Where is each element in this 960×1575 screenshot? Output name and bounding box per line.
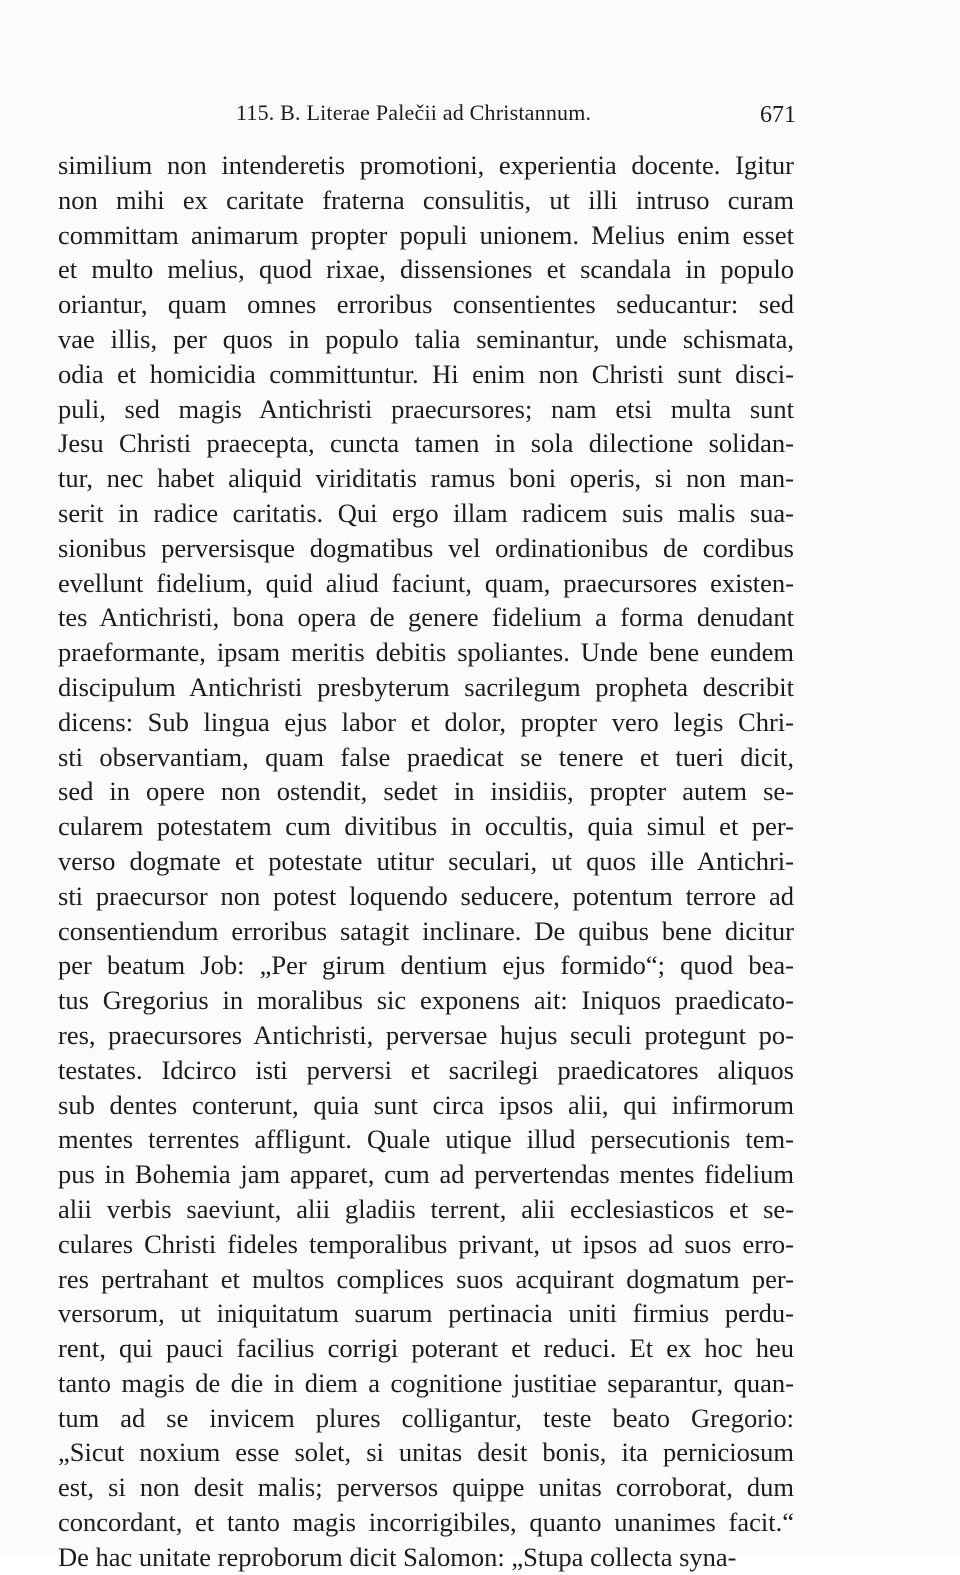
text-line: committam animarum propter populi unionem. Melius enim esset <box>58 219 794 250</box>
text-line: est, si non desit malis; perversos quippe unitas corroborat, dum <box>58 1472 794 1503</box>
text-line: dicens: Sub lingua ejus labor et dolor, propter vero legis Chri- <box>58 706 794 737</box>
text-line: res pertrahant et multos complices suos acquirant dogmatum per- <box>58 1263 794 1294</box>
text-line: sti praecursor non potest loquendo seducere, potentum terrore ad <box>58 880 794 911</box>
text-line: tanto magis de die in diem a cognitione justitiae separantur, quan- <box>58 1367 794 1398</box>
text-line: odia et homicidia committuntur. Hi enim non Christi sunt disci- <box>58 358 794 389</box>
text-line: testates. Idcirco isti perversi et sacrilegi praedicatores aliquos <box>58 1054 794 1085</box>
text-line: tur, nec habet aliquid viriditatis ramus boni operis, si non man- <box>58 463 794 494</box>
text-line: sti observantiam, quam false praedicat se tenere et tueri dicit, <box>58 741 794 772</box>
text-line: „Sicut noxium esse solet, si unitas desit bonis, ita perniciosum <box>58 1437 794 1468</box>
text-line: sed in opere non ostendit, sedet in insidiis, propter autem se- <box>58 776 794 807</box>
text-line: sub dentes conterunt, quia sunt circa ipsos alii, qui infirmorum <box>58 1089 794 1120</box>
text-line: consentiendum erroribus satagit inclinare. De quibus bene dicitur <box>58 915 794 946</box>
text-line: rent, qui pauci facilius corrigi poterant et reduci. Et ex hoc heu <box>58 1333 794 1364</box>
text-line: concordant, et tanto magis incorrigibiles, quanto unanimes facit.“ <box>58 1507 794 1538</box>
text-line: discipulum Antichristi presbyterum sacrilegum propheta describit <box>58 671 794 702</box>
page-number: 671 <box>760 102 796 128</box>
text-line: oriantur, quam omnes erroribus consentientes seducantur: sed <box>58 289 794 320</box>
text-line: culares Christi fideles temporalibus privant, ut ipsos ad suos erro- <box>58 1228 794 1259</box>
text-line: puli, sed magis Antichristi praecursores; nam etsi multa sunt <box>58 393 794 424</box>
text-line: sionibus perversisque dogmatibus vel ordinationibus de cordibus <box>58 532 794 563</box>
text-line: De hac unitate reproborum dicit Salomon: „Stupa collecta syna- <box>58 1541 737 1572</box>
text-line: praeformante, ipsam meritis debitis spoliantes. Unde bene eundem <box>58 637 794 668</box>
text-line: Jesu Christi praecepta, cuncta tamen in sola dilectione solidan- <box>58 428 794 459</box>
text-line: alii verbis saeviunt, alii gladiis terrent, alii ecclesiasticos et se- <box>58 1193 794 1224</box>
body-text <box>58 148 794 1575</box>
text-line: pus in Bohemia jam apparet, cum ad pervertendas mentes fidelium <box>58 1159 794 1190</box>
text-line: non mihi ex caritate fraterna consulitis, ut illi intruso curam <box>58 184 794 215</box>
text-line: res, praecursores Antichristi, perversae hujus seculi protegunt po- <box>58 1019 794 1050</box>
text-line: tes Antichristi, bona opera de genere fidelium a forma denudant <box>58 602 794 633</box>
text-line: versorum, ut iniquitatum suarum pertinacia uniti firmius perdu- <box>58 1298 794 1329</box>
text-line: tum ad se invicem plures colligantur, teste beato Gregorio: <box>58 1402 794 1433</box>
text-line: mentes terrentes affligunt. Quale utique illud persecutionis tem- <box>58 1124 794 1155</box>
text-line: evellunt fidelium, quid aliud faciunt, quam, praecursores existen- <box>58 567 794 598</box>
page-header <box>236 80 796 130</box>
text-line: tus Gregorius in moralibus sic exponens ait: Iniquos praedicato- <box>58 985 794 1016</box>
text-line: verso dogmate et potestate utitur seculari, ut quos ille Antichri- <box>58 845 794 876</box>
text-line: vae illis, per quos in populo talia seminantur, unde schismata, <box>58 323 794 354</box>
text-line: serit in radice caritatis. Qui ergo illam radicem suis malis sua- <box>58 497 794 528</box>
text-line: similium non intenderetis promotioni, experientia docente. Igitur <box>58 150 794 180</box>
running-head: 115. B. Literae Palečii ad Christannum. <box>236 100 592 125</box>
text-line: per beatum Job: „Per girum dentium ejus formido“; quod bea- <box>58 950 794 981</box>
text-line: cularem potestatem cum divitibus in occultis, quia simul et per- <box>58 811 794 842</box>
text-line: et multo melius, quod rixae, dissensiones et scandala in populo <box>58 254 794 285</box>
